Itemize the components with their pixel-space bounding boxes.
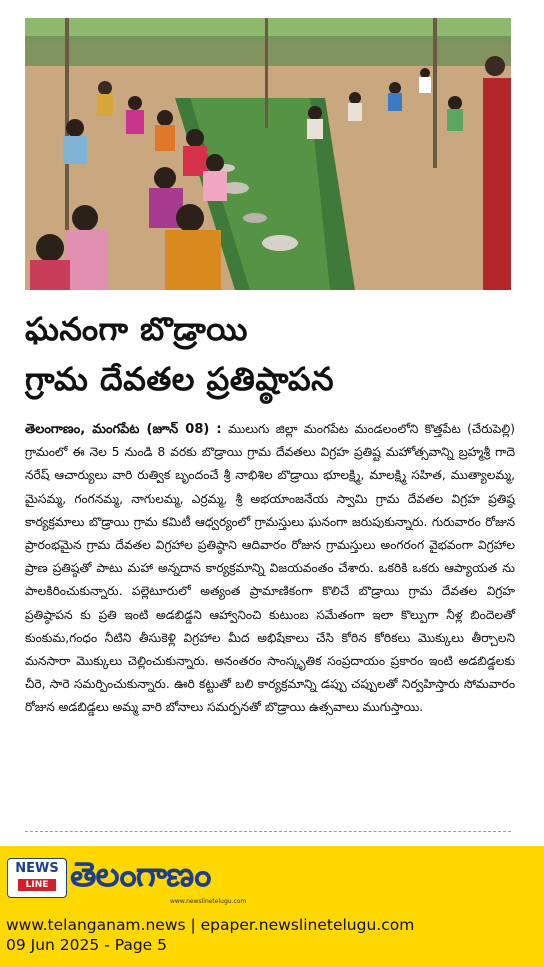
- article-dateline: తెలంగాణం, మంగపేట (జూన్ 08) :: [25, 422, 222, 437]
- news-photo: [25, 18, 511, 290]
- newsline-logo-line: LINE: [18, 879, 56, 891]
- photo-illustration: [25, 18, 511, 290]
- article-text: ములుగు జిల్లా మంగపేట మండలంలోని కొత్తపేట (చేరుపెల్లి) గ్రామంలో ఈ నెల 5 నుండి 8 వరకు బొడ్రాయి గ్రామ దేవతలు విగ్రహ ప్రతిష్ట మహోత్సవాన్ని బ్రహ్మశ్రీ గాదె నరేష్ ఆచార్యులు వారి రుత్విక బృందంచే శ్రీ నాభిశిల బొడ్రాయి భూలక్ష్మి, మాలక్ష్మి సహిత, ముత్యాలమ్మ, మైసమ్మ, గంగనమ్మ, నాగులమ్మ, ఎర్రమ్మ, శ్రీ అభయాంజనేయ స్వామి గ్రామ దేవతల విగ్రహ ప్రతిష్ఠ కార్యక్రమాలు బొడ్రాయి గ్రామ కమిటీ ఆధ్వర్యంలో గ్రామస్తులు ఘనంగా జరుపుకున్నారు. గురువారం రోజున ప్రారంభమైన గ్రామ దేవతల విగ్రహాల ప్రతిష్ఠాని ఆదివారం రోజున గ్రామస్తులు అంగరంగ వైభవంగా విగ్రహాల ప్రాణ ప్రతిష్ఠతో పాటు మహా అన్నదాన కార్యక్రమాన్ని విజయవంతం చేశారు. ఒకరికి ఒకరు ఆప్యాయత ను పాలకిరించుకున్నారు. పల్లెటూరులో అత్యంత ప్రామాణికంగా కొలిచే బొడ్రాయి గ్రామ దేవతల విగ్రహ ప్రతిష్ఠాపన కు ప్రతి ఇంటి అడబిడ్డని ఆహ్వానించి కుటుంబ సమేతంగా ఇలా కొల్పుగా నీళ్ల బిందెలతో కుంకుమ,గంధం నీటిని తీసుకెళ్లి విగ్రహాల మీద అభిషేకాలు చేసి కోరిన కోరికలు మొక్కులు తీర్చాలని మనసారా మొక్కులు చెల్లించుకున్నారు. అనంతరం సాంస్కృతిక సంప్రదాయం ప్రకారం ఇంటి అడబిడ్డలకు చీరె, సారె సమర్పించుకున్నారు. ఊరి కట్టుతో బలి కార్యక్రమాన్ని డప్పు చప్పులతో నిర్వహిస్తారు సోమవారం రోజున అడబిడ్డలు అమ్మ వారి బోనాలు సమర్పనతో బొడ్రాయి ఉత్సవాలు ముగుస్తాయి.: [25, 422, 515, 715]
- article-body: [25, 418, 515, 720]
- headline: [25, 304, 519, 404]
- headline-line-1: ఘనంగా బొడ్రాయి: [25, 310, 248, 348]
- source-urls[interactable]: www.telanganam.news | epaper.newslinetelugu.com: [6, 916, 415, 934]
- logo-url: www.newslinetelugu.com: [170, 898, 247, 905]
- footer: [0, 846, 544, 967]
- divider: [25, 831, 511, 832]
- edition-date: 09 Jun 2025 - Page 5: [6, 936, 168, 954]
- headline-line-2: గ్రామ దేవతల ప్రతిష్ఠాపన: [25, 360, 335, 398]
- telanganam-logo: తెలంగాణం: [70, 855, 211, 895]
- newsline-logo-news: NEWS: [15, 861, 59, 876]
- newsline-logo: [7, 858, 67, 898]
